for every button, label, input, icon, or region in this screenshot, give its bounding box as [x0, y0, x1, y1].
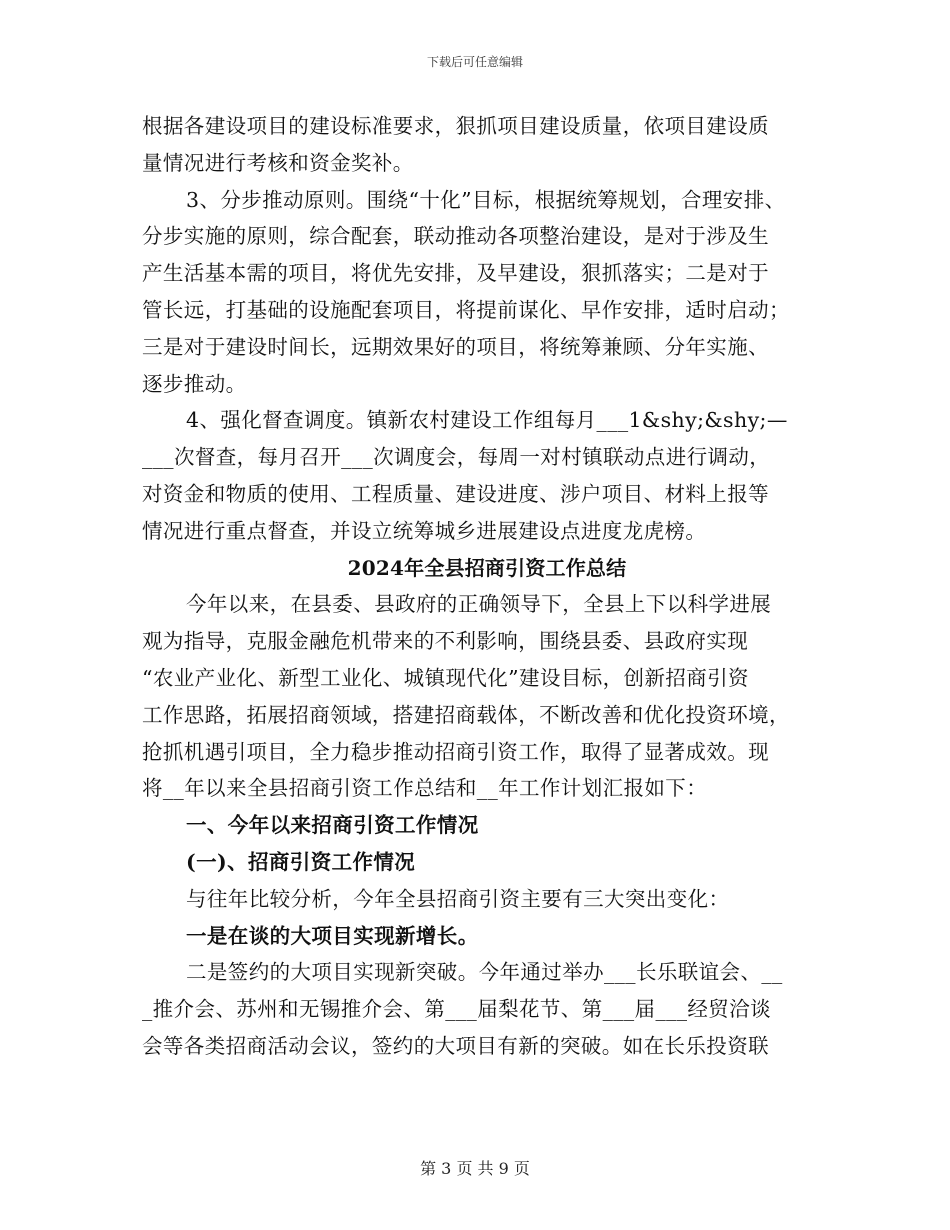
body-line: 对资金和物质的使用、工程质量、建设进度、涉户项目、材料上报等	[142, 481, 769, 506]
body-line: 观为指导，克服金融危机带来的不利影响，围绕县委、县政府实现	[142, 629, 749, 654]
body-line: 与往年比较分析，今年全县招商引资主要有三大突出变化：	[186, 886, 730, 911]
heading-level-2: (一)、招商引资工作情况	[186, 849, 416, 874]
body-line: 抢抓机遇引项目，全力稳步推动招商引资工作，取得了显著成效。现	[142, 739, 769, 764]
body-line: 根据各建设项目的建设标准要求，狠抓项目建设质量，依项目建设质	[142, 114, 769, 138]
document-body	[142, 108, 832, 1065]
body-line: 二是签约的大项目实现新突破。今年通过举办___长乐联谊会、__	[186, 960, 783, 985]
body-line: _推介会、苏州和无锡推介会、第___届梨花节、第___届___经贸洽谈	[142, 997, 771, 1022]
body-line: 情况进行重点督查，并设立统筹城乡进展建设点进度龙虎榜。	[142, 518, 707, 543]
body-line: 4、强化督查调度。镇新农村建设工作组每月___1&shy;&shy;—	[186, 408, 788, 433]
body-line: 今年以来，在县委、县政府的正确领导下，全县上下以科学进展	[186, 592, 772, 617]
page-number: 第 3 页 共 9 页	[420, 1159, 530, 1178]
body-line: 产生活基本需的项目，将优先安排，及早建设，狠抓落实；二是对于	[142, 261, 769, 286]
body-line: ___次督查，每月召开___次调度会，每周一对村镇联动点进行调动，	[142, 445, 771, 470]
body-line: 会等各类招商活动会议，签约的大项目有新的突破。如在长乐投资联	[142, 1033, 769, 1058]
body-line: 将__年以来全县招商引资工作总结和__年工作计划汇报如下：	[142, 776, 708, 801]
body-line: 3、分步推动原则。围绕“十化”目标，根据统筹规划，合理安排、	[186, 187, 786, 212]
heading-level-1: 一、今年以来招商引资工作情况	[186, 813, 479, 838]
body-line: 分步实施的原则，综合配套，联动推动各项整治建设，是对于涉及生	[142, 224, 769, 249]
body-line: “农业产业化、新型工业化、城镇现代化”建设目标，创新招商引资	[142, 665, 749, 690]
section-title: 2024年全县招商引资工作总结	[347, 555, 627, 580]
body-line: 工作思路，拓展招商领域，搭建招商载体，不断改善和优化投资环境，	[142, 702, 790, 727]
heading-point: 一是在谈的大项目实现新增长。	[186, 923, 479, 948]
body-line: 量情况进行考核和资金奖补。	[142, 150, 414, 175]
body-line: 三是对于建设时间长，远期效果好的项目，将统筹兼顾、分年实施、	[142, 334, 769, 359]
body-line: 逐步推动。	[142, 371, 247, 396]
page-header-note: 下载后可任意编辑	[426, 55, 523, 69]
body-line: 管长远，打基础的设施配套项目，将提前谋化、早作安排，适时启动；	[142, 297, 790, 322]
